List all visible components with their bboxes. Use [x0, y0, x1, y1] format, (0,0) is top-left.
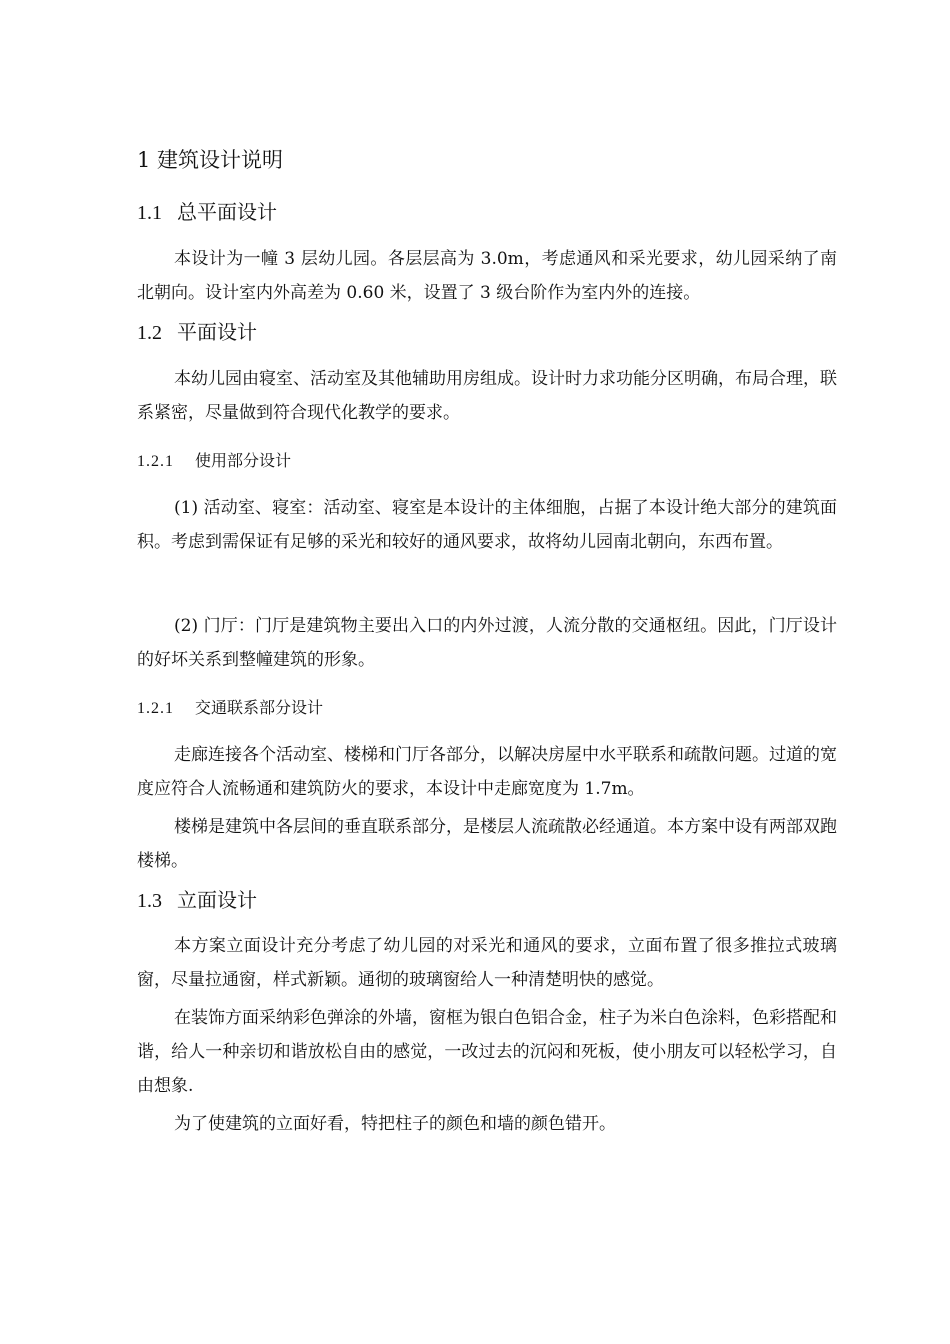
paragraph: 本方案立面设计充分考虑了幼儿园的对采光和通风的要求，立面布置了很多推拉式玻璃窗，尽量拉通窗，样式新颖。通彻的玻璃窗给人一种清楚明快的感觉。	[137, 936, 837, 990]
chapter-heading: 1 建筑设计说明	[137, 148, 284, 172]
paragraph: 本幼儿园由寝室、活动室及其他辅助用房组成。设计时力求功能分区明确，布局合理，联系紧密，尽量做到符合现代化教学的要求。	[137, 369, 837, 423]
paragraph: (2) 门厅：门厅是建筑物主要出入口的内外过渡，人流分散的交通枢纽。因此，门厅设计的好坏关系到整幢建筑的形象。	[137, 616, 837, 670]
section-title: 平面设计	[177, 320, 257, 344]
paragraph: (1) 活动室、寝室：活动室、寝室是本设计的主体细胞，占据了本设计绝大部分的建筑面积。考虑到需保证有足够的采光和较好的通风要求，故将幼儿园南北朝向，东西布置。	[137, 498, 837, 552]
subsection-heading-traffic	[137, 696, 837, 721]
section-title: 立面设计	[177, 888, 257, 912]
subsection-heading-use	[137, 449, 837, 474]
section-number: 1.1	[137, 202, 162, 224]
section-number: 1.3	[137, 890, 162, 912]
section-heading-1-3	[137, 886, 837, 915]
section-number: 1.2	[137, 322, 162, 344]
paragraph: 为了使建筑的立面好看，特把柱子的颜色和墙的颜色错开。	[174, 1114, 616, 1134]
paragraph: 走廊连接各个活动室、楼梯和门厅各部分，以解决房屋中水平联系和疏散问题。过道的宽度应符合人流畅通和建筑防火的要求，本设计中走廊宽度为 1.7m。	[137, 745, 837, 799]
subsection-number: 1.2.1	[137, 700, 174, 717]
subsection-number: 1.2.1	[137, 453, 174, 470]
subsection-title: 交通联系部分设计	[195, 698, 324, 717]
paragraph: 本设计为一幢 3 层幼儿园。各层层高为 3.0m，考虑通风和采光要求，幼儿园采纳了南北朝向。设计室内外高差为 0.60 米，设置了 3 级台阶作为室内外的连接。	[137, 249, 837, 303]
section-heading-1-2	[137, 318, 837, 347]
section-heading-1-1	[137, 198, 837, 227]
subsection-title: 使用部分设计	[195, 451, 292, 470]
paragraph: 在装饰方面采纳彩色弹涂的外墙，窗框为银白色铝合金，柱子为米白色涂料，色彩搭配和谐，给人一种亲切和谐放松自由的感觉，一改过去的沉闷和死板，使小朋友可以轻松学习，自由想象.	[137, 1008, 837, 1096]
paragraph: 楼梯是建筑中各层间的垂直联系部分，是楼层人流疏散必经通道。本方案中设有两部双跑楼梯。	[137, 817, 837, 871]
section-title: 总平面设计	[177, 200, 277, 224]
